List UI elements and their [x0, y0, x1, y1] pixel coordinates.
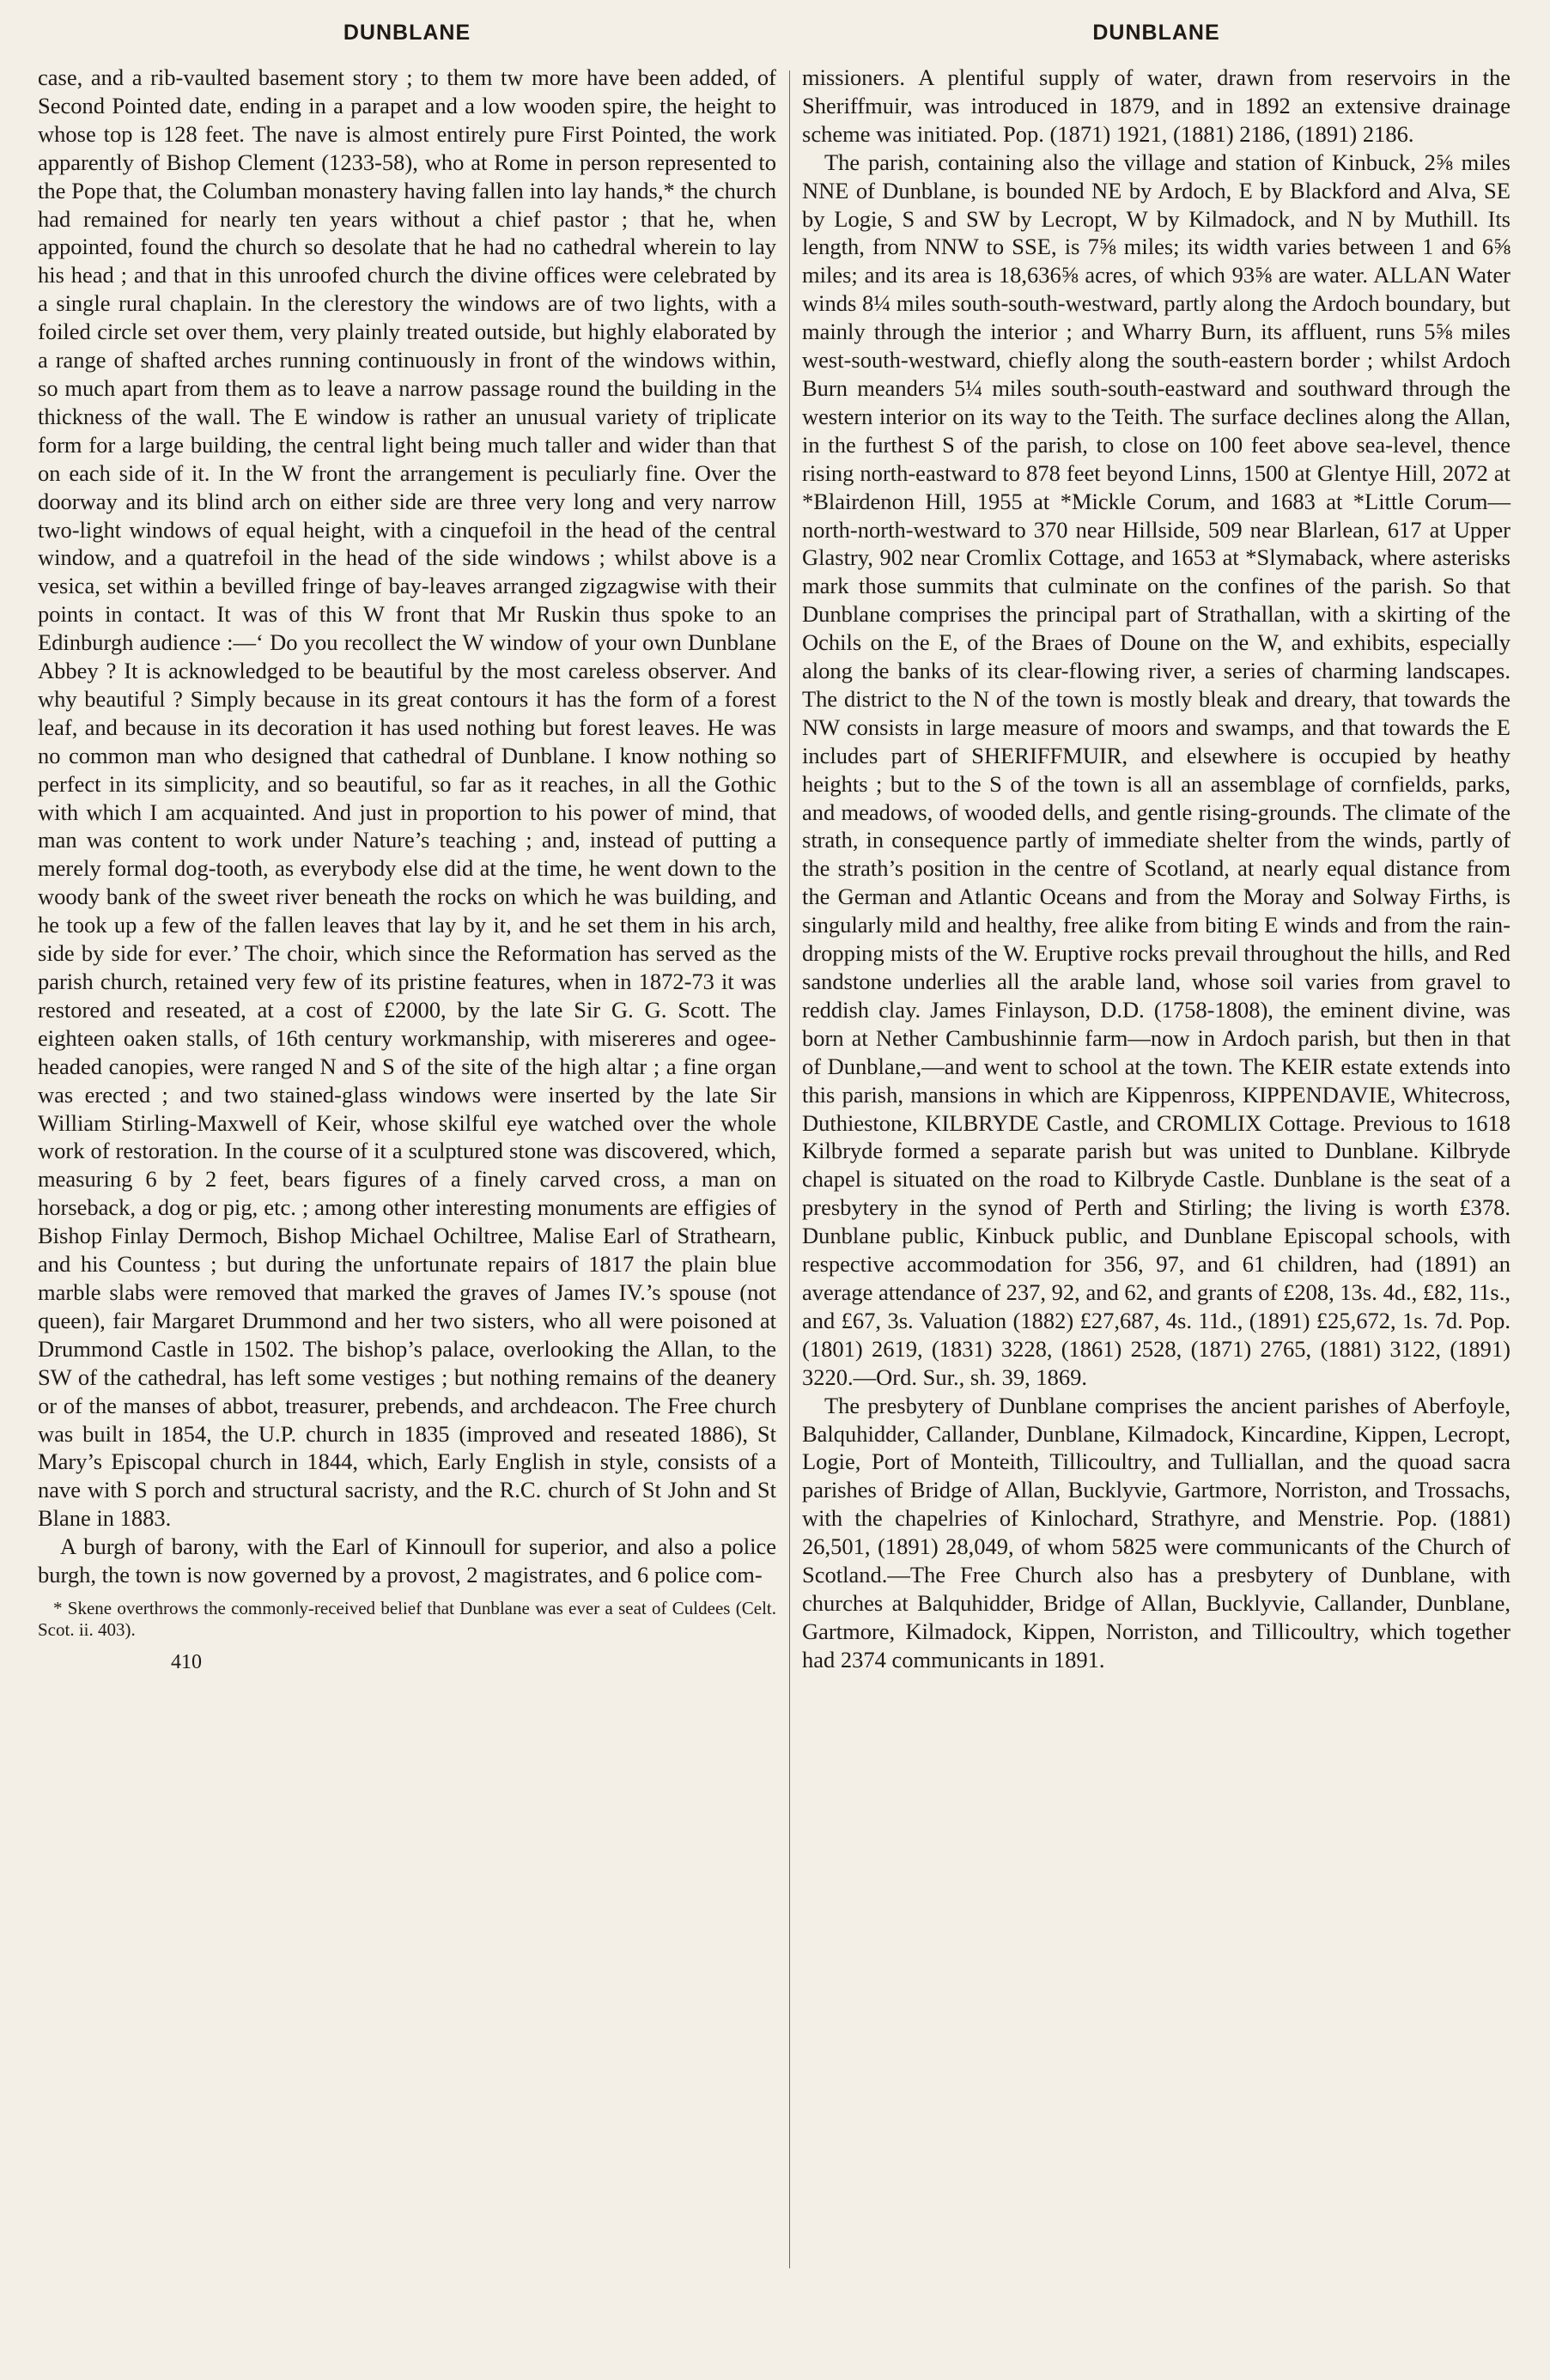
right-paragraph-3: The presbytery of Dunblane comprises the ancient parishes of Aberfoyle, Balquhidder, Callander, Dunblane, Kilmadock, Kincardine, Kippen, Lecropt, Logie, Port of Monteith, Tillicoultry, and Tulliallan, and the quoad sacra parishes of Bridge of Allan, Bucklyvie, Gartmore, Norriston, and Trossachs, with the chapelries of Kinlochard, Strathyre, and Menstrie. Pop. (1881) 26,501, (1891) 28,049, of whom 5825 were communicants of the Church of Scotland.—The Free Church also has a presbytery of Dunblane, with churches at Balquhidder, Bridge of Allan, Bucklyvie, Callander, Dunblane, Gartmore, Kilmadock, Kippen, Norriston, and Tillicoultry, which together had 2374 communicants in 1891.: [802, 1392, 1510, 1673]
right-paragraph-2: The parish, containing also the village and station of Kinbuck, 2⅝ miles NNE of Dunblane, is bounded NE by Ardoch, E by Blackford and Alva, SE by Logie, S and SW by Lecropt, W by Kilmadock, and N by Muthill. Its length, from NNW to SSE, is 7⅝ miles; its width varies between 1 and 6⅝ miles; and its area is 18,636⅝ acres, of which 93⅝ are water. ALLAN Water winds 8¼ miles south-south-westward, partly along the Ardoch boundary, but mainly through the interior ; and Wharry Burn, its affluent, runs 5⅝ miles west-south-westward, chiefly along the south-eastern border ; whilst Ardoch Burn meanders 5¼ miles south-south-eastward and southward through the western interior on its way to the Teith. The surface declines along the Allan, in the furthest S of the parish, to close on 100 feet above sea-level, thence rising north-eastward to 878 feet beyond Linns, 1500 at Glentye Hill, 2072 at *Blairdenon Hill, 1955 at *Mickle Corum, and 1683 at *Little Corum—north-north-westward to 370 near Hillside, 509 near Blarlean, 617 at Upper Glastry, 902 near Cromlix Cottage, and 1653 at *Slymaback, where asterisks mark those summits that culminate on the confines of the parish. So that Dunblane comprises the principal part of Strathallan, with a skirting of the Ochils on the E, of the Braes of Doune on the W, and exhibits, especially along the banks of its clear-flowing river, a series of charming landscapes. The district to the N of the town is mostly bleak and dreary, that towards the NW consists in large measure of moors and swamps, and that towards the E includes part of SHERIFFMUIR, and elsewhere is occupied by heathy heights ; but to the S of the town is all an assemblage of cornfields, parks, and meadows, of wooded dells, and gentle rising-grounds. The climate of the strath, in consequence partly of immediate shelter from the winds, partly of the strath’s position in the centre of Scotland, at nearly equal distance from the German and Atlantic Oceans and from the Moray and Solway Firths, is singularly mild and healthy, free alike from biting E winds and from the rain-dropping mists of the W. Eruptive rocks prevail throughout the hills, and Red sandstone underlies all the arable land, whose soil varies from gravel to reddish clay. James Finlayson, D.D. (1758-1808), the eminent divine, was born at Nether Cambushinnie farm—now in Ardoch parish, but then in that of Dunblane,—and went to school at the town. The KEIR estate extends into this parish, mansions in which are Kippenross, KIPPENDAVIE, Whitecross, Duthiestone, KILBRYDE Castle, and CROMLIX Cottage. Previous to 1618 Kilbryde formed a separate parish but was united to Dunblane. Kilbryde chapel is situated on the road to Kilbryde Castle. Dunblane is the seat of a presbytery in the synod of Perth and Stirling; the living is worth £378. Dunblane public, Kinbuck public, and Dunblane Episcopal schools, with respective accommodation for 356, 97, and 61 children, had (1891) an average attendance of 237, 92, and 62, and grants of £208, 13s. 4d., £82, 11s., and £67, 3s. Valuation (1882) £27,687, 4s. 11d., (1891) £25,672, 1s. 7d. Pop. (1801) 2619, (1831) 3228, (1861) 2528, (1871) 2765, (1881) 3122, (1891) 3220.—Ord. Sur., sh. 39, 1869.: [802, 149, 1510, 1390]
right-running-head: DUNBLANE: [1092, 21, 1220, 45]
left-paragraph-2: A burgh of barony, with the Earl of Kinnoull for superior, and also a police burgh, the town is now governed by a provost, 2 magistrates, and 6 police com-: [38, 1533, 776, 1588]
right-body: [802, 64, 1510, 1674]
footnote: * Skene overthrows the commonly-received belief that Dunblane was ever a seat of Culdees (Celt. Scot. ii. 403).: [38, 1597, 776, 1640]
right-paragraph-1: missioners. A plentiful supply of water, drawn from reservoirs in the Sheriffmuir, was introduced in 1879, and in 1892 an extensive drainage scheme was initiated. Pop. (1871) 1921, (1881) 2186, (1891) 2186.: [802, 64, 1510, 147]
right-column: [802, 0, 1510, 2380]
left-body: [38, 64, 776, 1589]
left-paragraph-1: case, and a rib-vaulted basement story ; to them tw more have been added, of Second Pointed date, ending in a parapet and a low wooden spire, the height to whose top is 128 feet. The nave is almost entirely pure First Pointed, the work apparently of Bishop Clement (1233-58), who at Rome in person represented to the Pope that, the Columban monastery having fallen into lay hands,* the church had remained for nearly ten years without a chief pastor ; that he, when appointed, found the church so desolate that he had no cathedral wherein to lay his head ; and that in this unroofed church the divine offices were celebrated by a single rural chaplain. In the clerestory the windows are of two lights, with a foiled circle set over them, very plainly treated outside, but highly elaborated by a range of shafted arches running continuously in front of the windows within, so much apart from them as to leave a narrow passage round the building in the thickness of the wall. The E window is rather an unusual variety of triplicate form for a large building, the central light being much taller and wider than that on each side of it. In the W front the arrangement is peculiarly fine. Over the doorway and its blind arch on either side are three very long and very narrow two-light windows of equal height, with a cinquefoil in the head of the central window, and a quatrefoil in the head of the side windows ; whilst above is a vesica, set within a bevilled fringe of bay-leaves arranged zigzagwise with their points in contact. It was of this W front that Mr Ruskin thus spoke to an Edinburgh audience :—‘ Do you recollect the W window of your own Dunblane Abbey ? It is acknowledged to be beautiful by the most careless observer. And why beautiful ? Simply because in its great contours it has the form of a forest leaf, and because in its decoration it has used nothing but forest leaves. He was no common man who designed that cathedral of Dunblane. I know nothing so perfect in its simplicity, and so beautiful, so far as it reaches, in all the Gothic with which I am acquainted. And just in proportion to his power of mind, that man was content to work under Nature’s teaching ; and, instead of putting a merely formal dog-tooth, as everybody else did at the time, he went down to the woody bank of the sweet river beneath the rocks on which he was building, and he took up a few of the fallen leaves that lay by it, and he set them in his arch, side by side for ever.’ The choir, which since the Reformation has served as the parish church, retained very few of its pristine features, when in 1872-73 it was restored and reseated, at a cost of £2000, by the late Sir G. G. Scott. The eighteen oaken stalls, of 16th century workmanship, with misereres and ogee-headed canopies, were ranged N and S of the site of the high altar ; a fine organ was erected ; and two stained-glass windows were inserted by the late Sir William Stirling-Maxwell of Keir, whose skilful eye watched over the whole work of restoration. In the course of it a sculptured stone was discovered, which, measuring 6 by 2 feet, bears figures of a finely carved cross, a man on horseback, a dog or pig, etc. ; among other interesting monuments are effigies of Bishop Finlay Dermoch, Bishop Michael Ochiltree, Malise Earl of Strathearn, and his Countess ; but during the unfortunate repairs of 1817 the plain blue marble slabs were removed that marked the graves of James IV.’s spouse (not queen), fair Margaret Drummond and her two sisters, who all were poisoned at Drummond Castle in 1502. The bishop’s palace, overlooking the Allan, to the SW of the cathedral, has left some vestiges ; but nothing remains of the deanery or of the manses of abbot, treasurer, prebends, and archdeacon. The Free church was built in 1854, the U.P. church in 1835 (improved and reseated 1886), St Mary’s Episcopal church in 1844, which, Early English in style, consists of a nave with S porch and structural sacristy, and the R.C. church of St John and St Blane in 1883.: [38, 64, 776, 1532]
left-running-head: DUNBLANE: [343, 21, 471, 45]
page-number: 410: [171, 1650, 202, 1673]
left-column: [38, 0, 776, 2380]
column-divider: [789, 70, 790, 2268]
